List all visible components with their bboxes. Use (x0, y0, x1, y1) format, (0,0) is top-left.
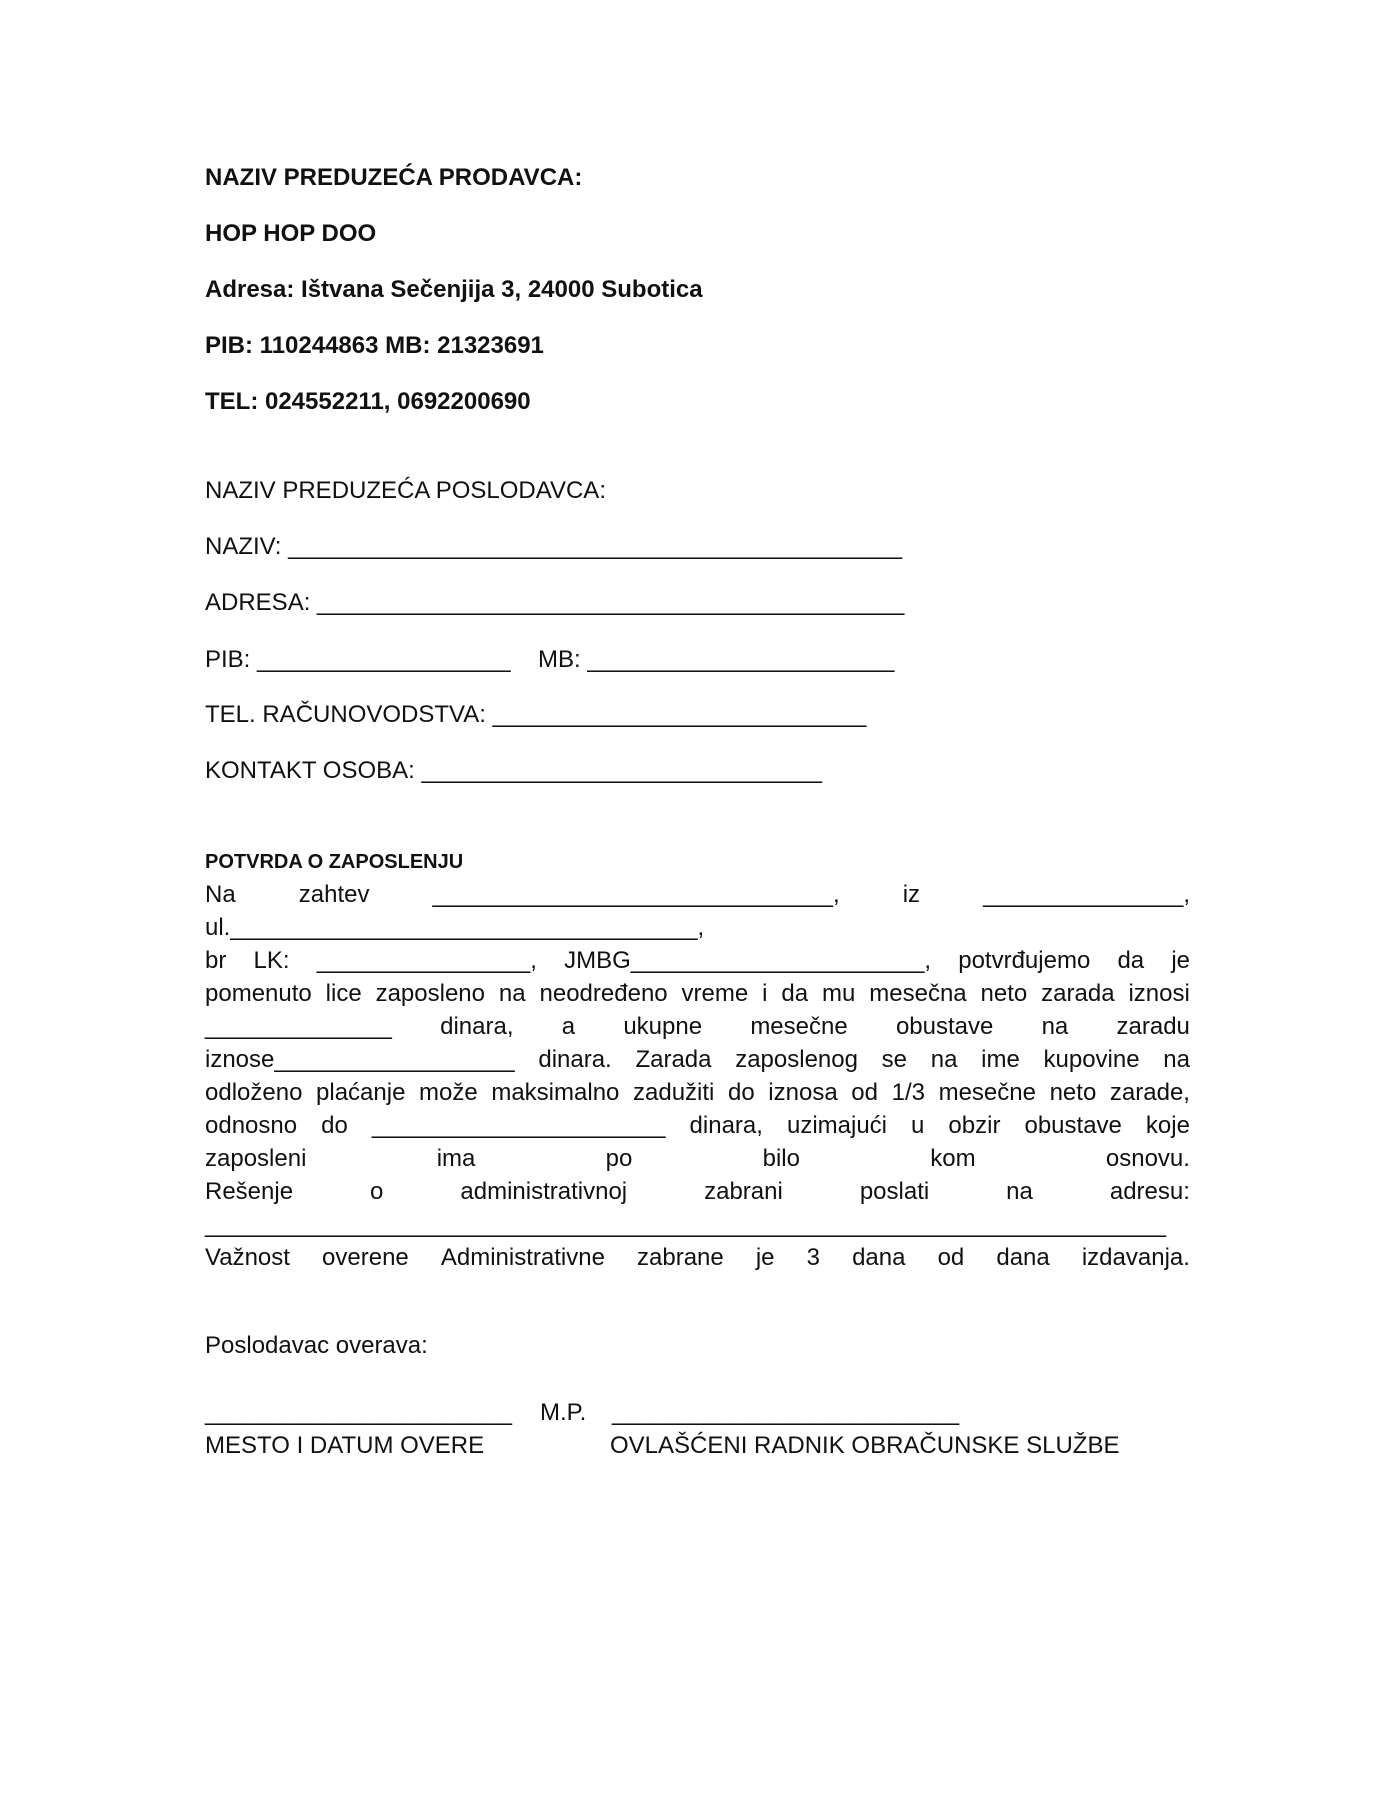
word: Rešenje (205, 1178, 294, 1205)
word: pomenuto (205, 980, 312, 1007)
word: je (755, 1244, 775, 1271)
word: dana (996, 1244, 1050, 1271)
word: _______________, (983, 881, 1190, 908)
word: odnosno (205, 1112, 298, 1139)
word: iznose__________________ (205, 1046, 515, 1073)
word: od (851, 1079, 878, 1106)
word: ______________________________, (432, 881, 840, 908)
confirmation-line-9 (205, 1144, 1190, 1174)
word: ime (981, 1046, 1020, 1073)
word: iznosa (768, 1079, 838, 1106)
employer-mb-field: MB: _______________________ (538, 646, 895, 673)
confirmation-line-8 (205, 1111, 1190, 1141)
word: neto (1049, 1079, 1097, 1106)
word: se (881, 1046, 908, 1073)
word: Važnost (205, 1244, 290, 1271)
word: osnovu. (1105, 1145, 1190, 1172)
word: 3 (806, 1244, 820, 1271)
word: dinara, (440, 1013, 514, 1040)
word: zaposleni (205, 1145, 307, 1172)
employer-name-field: NAZIV: ______________________________________________ (205, 533, 903, 560)
word: plaćanje (316, 1079, 406, 1106)
seller-name: HOP HOP DOO (205, 220, 377, 247)
word: br (205, 947, 227, 974)
word: mesečna (869, 980, 967, 1007)
seller-ids: PIB: 110244863 MB: 21323691 (205, 332, 544, 359)
word: obustave (895, 1013, 994, 1040)
word: na (1163, 1046, 1190, 1073)
place-date-caption: MESTO I DATUM OVERE (205, 1432, 485, 1459)
word: ______________ (205, 1013, 392, 1040)
word: zarada (1041, 980, 1115, 1007)
stamp-label: M.P. (540, 1399, 587, 1426)
word: kom (930, 1145, 976, 1172)
word: zaposlenog (735, 1046, 858, 1073)
word: ukupne (623, 1013, 703, 1040)
word: 1/3 (891, 1079, 925, 1106)
word: neto (980, 980, 1028, 1007)
word: iznosi (1128, 980, 1190, 1007)
word: uzimajući (786, 1112, 887, 1139)
word: a (561, 1013, 576, 1040)
confirmation-title: POTVRDA O ZAPOSLENJU (205, 851, 464, 873)
employer-pib-field: PIB: ___________________ (205, 646, 511, 673)
word: overene (322, 1244, 409, 1271)
word: izdavanja. (1081, 1244, 1190, 1271)
signature-officer-line: __________________________ (612, 1399, 960, 1426)
word: Zarada (635, 1046, 712, 1073)
word: Na (205, 881, 236, 908)
word: na (1006, 1178, 1033, 1205)
word: bilo (762, 1145, 800, 1172)
word: neodređeno (539, 980, 668, 1007)
word: zabrane (637, 1244, 724, 1271)
word: ________________, (316, 947, 537, 974)
word: iz (902, 881, 921, 908)
word: zabrani (704, 1178, 783, 1205)
employer-address-field: ADRESA: ____________________________________________ (205, 589, 905, 616)
word: potvrđujemo (958, 947, 1091, 974)
word: na (498, 980, 526, 1007)
word: maksimalno (491, 1079, 620, 1106)
word: u (911, 1112, 925, 1139)
word: Administrativne (440, 1244, 605, 1271)
signature-label: Poslodavac overava: (205, 1332, 428, 1359)
word: obzir (948, 1112, 1001, 1139)
word: lice (325, 980, 362, 1007)
word: da (1117, 947, 1145, 974)
confirmation-line-12 (205, 1243, 1190, 1273)
officer-caption: OVLAŠĆENI RADNIK OBRAČUNSKE SLUŽBE (610, 1432, 1120, 1459)
word: odloženo (205, 1079, 303, 1106)
word: kupovine (1043, 1046, 1140, 1073)
word: vreme (681, 980, 749, 1007)
confirmation-line-10 (205, 1177, 1190, 1207)
word: dinara. (538, 1046, 612, 1073)
word: do (321, 1112, 348, 1139)
word: zaradu (1116, 1013, 1190, 1040)
word: adresu: (1109, 1178, 1190, 1205)
word: poslati (859, 1178, 930, 1205)
word: koje (1145, 1112, 1190, 1139)
confirmation-line-1 (205, 880, 1190, 910)
confirmation-line-7 (205, 1078, 1190, 1108)
word: na (1041, 1013, 1069, 1040)
word: do (727, 1079, 755, 1106)
employer-accounting-phone-field: TEL. RAČUNOVODSTVA: ____________________________ (205, 701, 867, 728)
word: je (1171, 947, 1190, 974)
word: JMBG______________________, (564, 947, 932, 974)
word: mu (822, 980, 856, 1007)
confirmation-line-4 (205, 979, 1190, 1009)
word: po (605, 1145, 633, 1172)
word: dinara, (689, 1112, 763, 1139)
word: i (762, 980, 768, 1007)
seller-address: Adresa: Ištvana Sečenjija 3, 24000 Subotica (205, 276, 703, 303)
word: zadužiti (633, 1079, 715, 1106)
word: o (370, 1178, 384, 1205)
employer-heading: NAZIV PREDUZEĆA POSLODAVCA: (205, 477, 606, 504)
confirmation-line-2: ul.___________________________________, (205, 914, 705, 941)
word: mesečne (938, 1079, 1036, 1106)
word: na (930, 1046, 958, 1073)
word: zarade, (1109, 1079, 1190, 1106)
word: može (419, 1079, 478, 1106)
signature-place-line: _______________________ (205, 1399, 512, 1426)
word: dana (852, 1244, 906, 1271)
word: obustave (1024, 1112, 1122, 1139)
word: administrativnoj (460, 1178, 628, 1205)
word: da (781, 980, 809, 1007)
employer-contact-field: KONTAKT OSOBA: ______________________________ (205, 757, 822, 784)
confirmation-line-6 (205, 1045, 1190, 1075)
confirmation-address-blank: ________________________________________________________________________ (205, 1211, 1167, 1238)
word: ima (436, 1145, 476, 1172)
seller-heading: NAZIV PREDUZEĆA PRODAVCA: (205, 164, 583, 191)
confirmation-line-5 (205, 1012, 1190, 1042)
word: LK: (253, 947, 290, 974)
word: od (937, 1244, 965, 1271)
word: ______________________ (371, 1112, 666, 1139)
confirmation-line-3 (205, 946, 1190, 976)
seller-phone: TEL: 024552211, 0692200690 (205, 388, 531, 415)
word: mesečne (750, 1013, 848, 1040)
word: zahtev (298, 881, 370, 908)
word: zaposleno (375, 980, 485, 1007)
